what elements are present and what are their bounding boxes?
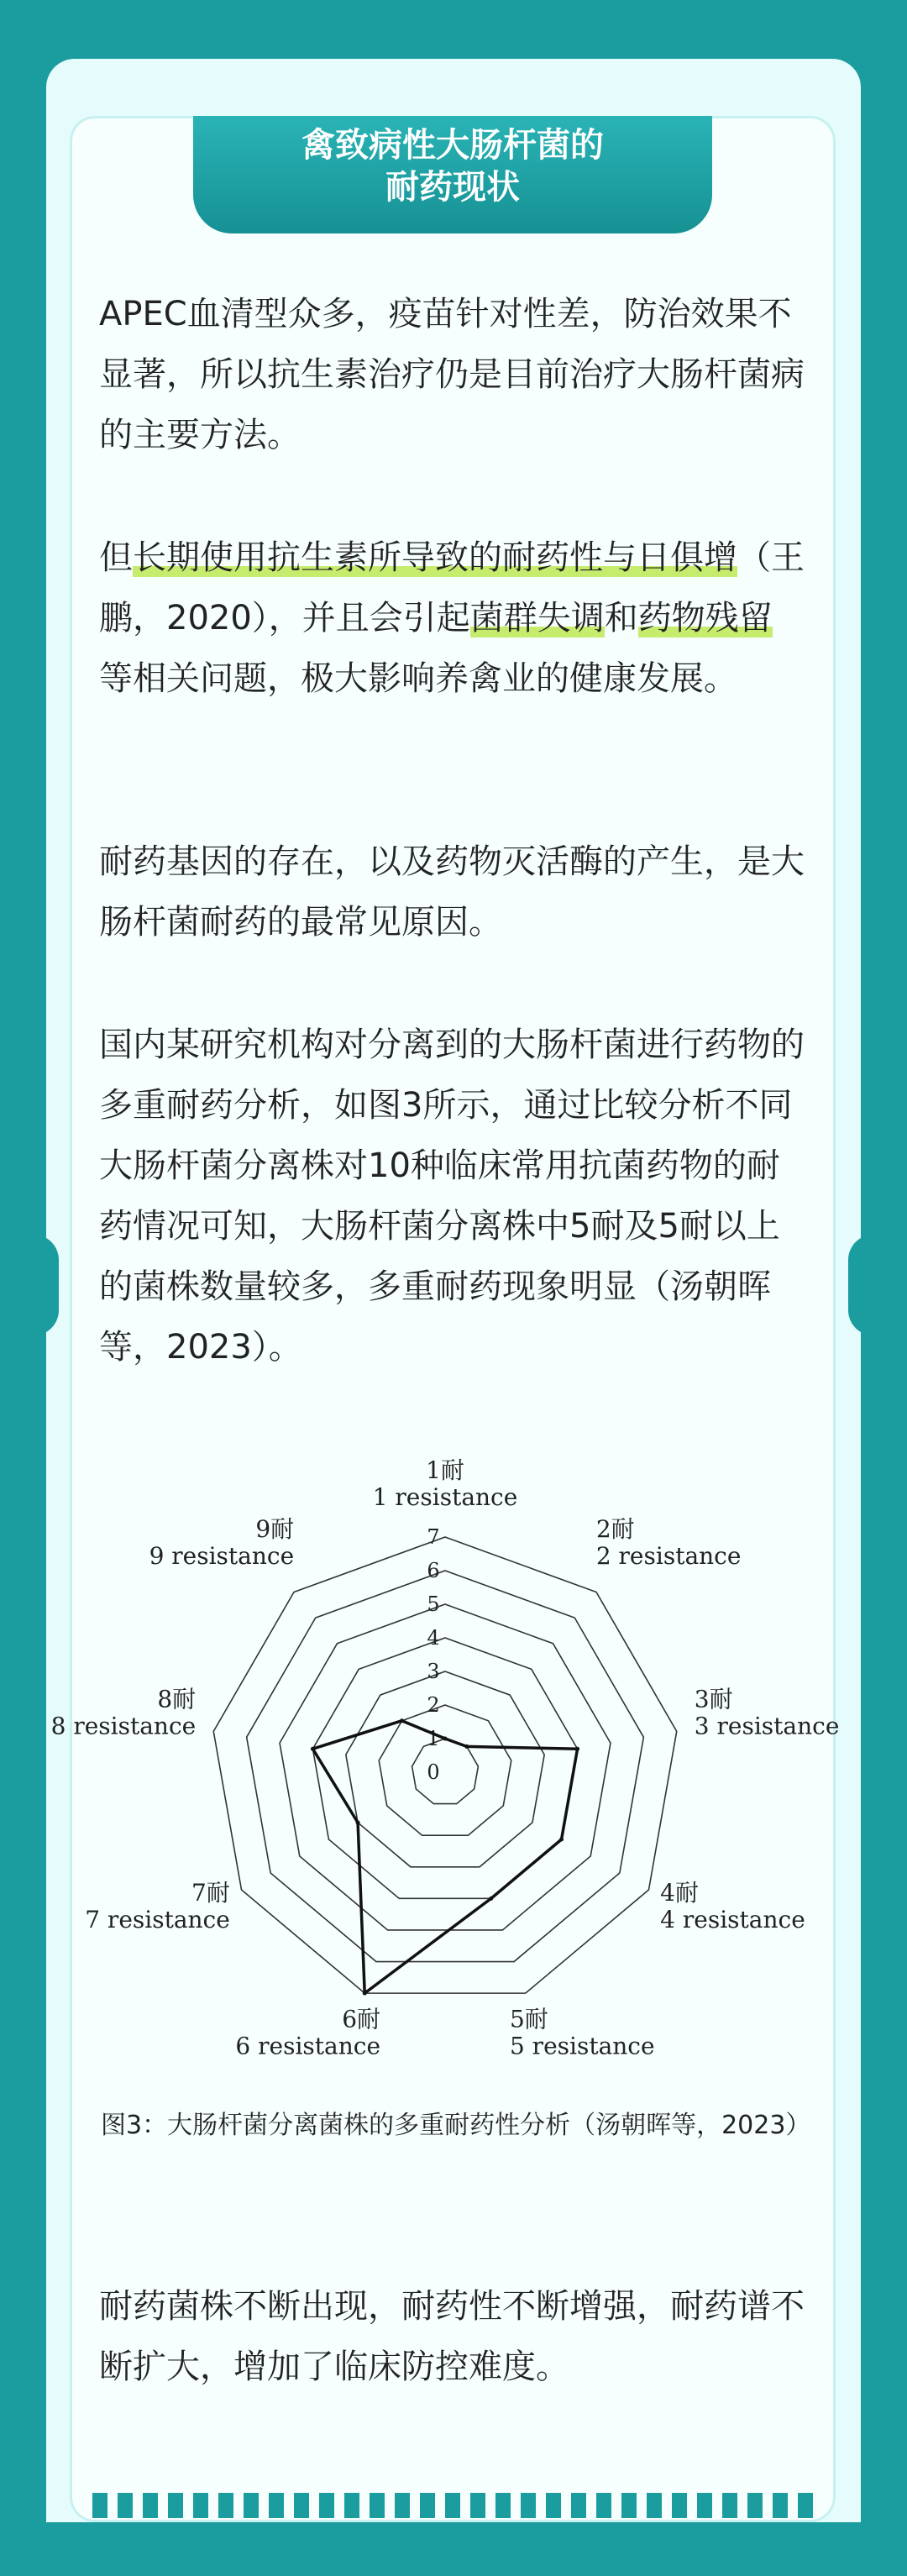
grid-ring-5	[280, 1604, 611, 1930]
axis-label-cn-9: 9耐	[255, 1515, 295, 1544]
axis-label-en-8: 8 resistance	[50, 1712, 197, 1740]
radial-tick-0: 0	[427, 1760, 440, 1784]
axis-label-cn-2: 2耐	[595, 1515, 635, 1544]
data-point-3	[575, 1747, 579, 1751]
axis-label-en-4: 4 resistance	[660, 1906, 805, 1933]
highlight-flora: 菌群失调	[469, 599, 605, 637]
axis-label-en-6: 6 resistance	[235, 2032, 381, 2060]
data-point-4	[559, 1838, 564, 1842]
data-point-2	[464, 1744, 469, 1749]
p2-text-b: （王鹏，2020），并且会引起	[99, 538, 805, 637]
axis-label-cn-3: 3耐	[694, 1685, 733, 1713]
radial-tick-4: 4	[427, 1626, 440, 1650]
grid-ring-6	[247, 1571, 644, 1962]
data-point-9	[400, 1718, 404, 1723]
data-point-8	[311, 1747, 315, 1751]
radial-tick-5: 5	[427, 1592, 440, 1616]
axis-label-en-3: 3 resistance	[694, 1712, 840, 1740]
axis-label-cn-8: 8耐	[157, 1685, 197, 1713]
figure-caption: 图3：大肠杆菌分离菌株的多重耐药性分析（汤朝晖等，2023）	[101, 2111, 811, 2140]
axis-label-cn-7: 7耐	[191, 1879, 230, 1907]
paragraph-3: 耐药基因的存在，以及药物灭活酶的产生，是大肠杆菌耐药的最常见原因。	[99, 842, 805, 942]
highlight-resistance: 长期使用抗生素所导致的耐药性与日俱增	[133, 538, 737, 577]
axis-label-en-5: 5 resistance	[509, 2032, 655, 2060]
data-point-5	[489, 1897, 493, 1901]
page-title	[193, 124, 712, 208]
paragraph-1: APEC血清型众多，疫苗针对性差，防治效果不显著，所以抗生素治疗仍是目前治疗大肠杆菌病的主要方法。	[99, 295, 805, 454]
axis-label-cn-4: 4耐	[660, 1879, 700, 1907]
paragraph-2	[99, 527, 805, 709]
bottom-stripes	[92, 2493, 815, 2518]
axis-label-cn-5: 5耐	[509, 2005, 548, 2033]
axis-label-en-1: 1 resistance	[372, 1483, 518, 1511]
data-point-6	[363, 1991, 367, 1996]
title-line-2: 耐药现状	[385, 168, 520, 207]
axis-label-cn-1: 1耐	[426, 1456, 464, 1484]
grid-ring-3	[346, 1671, 544, 1867]
p2-text-d: 等相关问题，极大影响养禽业的健康发展。	[99, 659, 737, 698]
right-notch	[848, 1235, 873, 1335]
radar-svg	[50, 1453, 840, 2060]
paragraph-4: 国内某研究机构对分离到的大肠杆菌进行药物的多重耐药分析，如图3所示，通过比较分析不同大肠杆菌分离株对10种临床常用抗菌药物的耐药情况可知，大肠杆菌分离株中5耐及5耐以上的菌株数量较多，多重耐药现象明显（汤朝晖等，2023）。	[99, 1026, 805, 1367]
grid-ring-1	[412, 1739, 479, 1804]
p2-text-c: 和	[604, 599, 638, 637]
radial-tick-7: 7	[427, 1525, 440, 1549]
axis-label-en-2: 2 resistance	[595, 1542, 742, 1571]
axis-label-en-7: 7 resistance	[85, 1906, 230, 1933]
highlight-residue: 药物残留	[637, 599, 773, 637]
title-line-1: 禽致病性大肠杆菌的	[301, 126, 604, 165]
axis-label-cn-6: 6耐	[342, 2005, 381, 2033]
left-notch	[34, 1235, 59, 1335]
radial-tick-3: 3	[427, 1660, 440, 1683]
data-point-7	[356, 1821, 360, 1825]
radial-tick-6: 6	[427, 1559, 440, 1582]
p2-text-a: 但	[99, 538, 133, 577]
paragraph-5: 耐药菌株不断出现，耐药性不断增强，耐药谱不断扩大，增加了临床防控难度。	[99, 2287, 805, 2386]
bottom-band	[46, 2522, 861, 2576]
axis-label-en-9: 9 resistance	[149, 1542, 295, 1571]
radial-tick-2: 2	[427, 1693, 440, 1717]
grid-ring-2	[379, 1705, 511, 1835]
radial-tick-1: 1	[427, 1727, 440, 1750]
data-series-line	[312, 1721, 577, 1993]
data-point-1	[443, 1737, 448, 1741]
radar-chart	[50, 1453, 840, 2060]
